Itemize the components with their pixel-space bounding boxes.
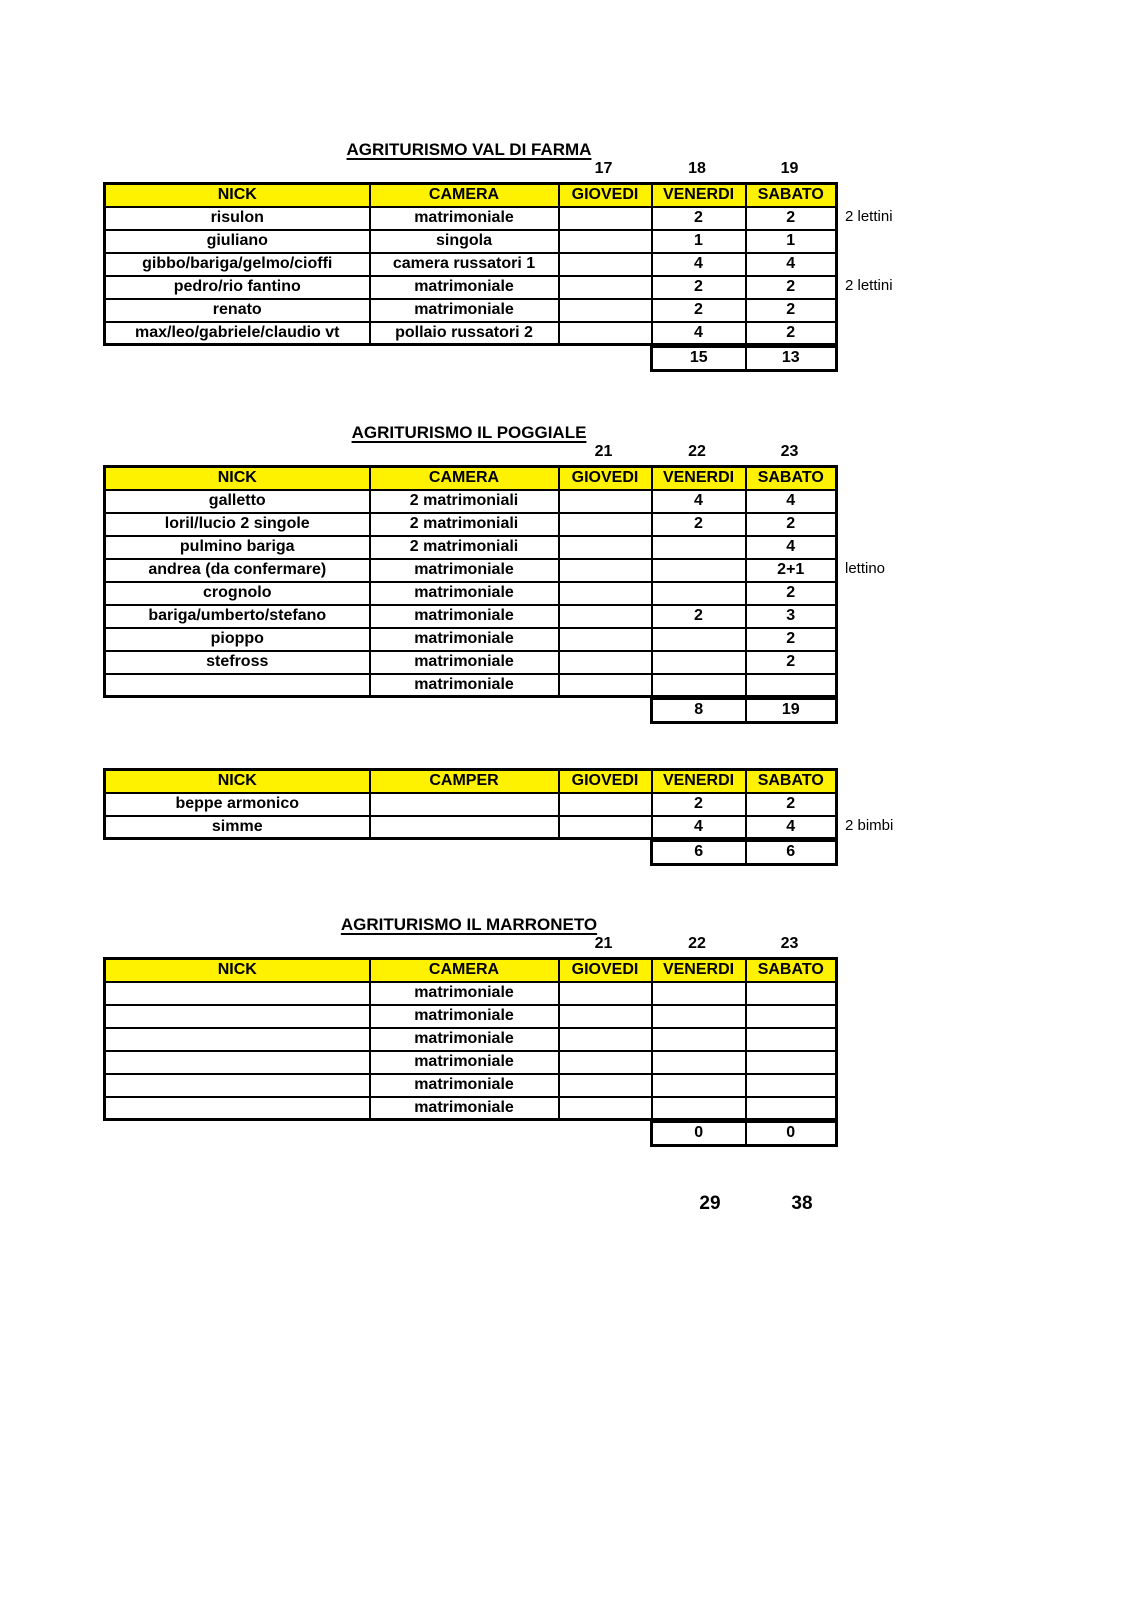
bookings-table <box>103 768 838 840</box>
nick-cell: andrea (da confermare) <box>105 559 370 582</box>
header-row <box>105 770 837 793</box>
camera-cell: matrimoniale <box>370 1005 559 1028</box>
date-row <box>103 935 1103 953</box>
column-header-nick: NICK <box>105 467 370 490</box>
venerdi-cell: 1 <box>652 230 746 253</box>
nick-cell <box>105 982 370 1005</box>
venerdi-cell <box>652 1051 746 1074</box>
sabato-cell: 3 <box>746 605 837 628</box>
table-row <box>105 299 837 322</box>
nick-cell: crognolo <box>105 582 370 605</box>
total-sabato: 6 <box>746 841 837 864</box>
column-header-venerdi: VENERDI <box>652 770 746 793</box>
table-row <box>105 536 837 559</box>
total-venerdi: 8 <box>652 699 746 722</box>
giovedi-cell <box>559 230 652 253</box>
sabato-cell: 2+1 <box>746 559 837 582</box>
total-sabato: 19 <box>746 699 837 722</box>
camera-cell: 2 matrimoniali <box>370 536 559 559</box>
nick-cell: pulmino bariga <box>105 536 370 559</box>
sabato-cell <box>746 982 837 1005</box>
sabato-cell: 2 <box>746 276 837 299</box>
venerdi-cell <box>652 536 746 559</box>
table-row <box>105 253 837 276</box>
date-venerdi: 18 <box>688 160 706 177</box>
venerdi-cell <box>652 1028 746 1051</box>
nick-cell: simme <box>105 816 370 839</box>
sabato-cell: 4 <box>746 253 837 276</box>
grand-total-row <box>103 1192 903 1216</box>
camera-cell: matrimoniale <box>370 559 559 582</box>
nick-cell <box>105 1097 370 1120</box>
column-header-nick: NICK <box>105 184 370 207</box>
camera-cell: matrimoniale <box>370 276 559 299</box>
table-row <box>105 582 837 605</box>
nick-cell <box>105 1028 370 1051</box>
column-header-venerdi: VENERDI <box>652 184 746 207</box>
nick-cell <box>105 674 370 697</box>
table-row <box>105 322 837 345</box>
venerdi-cell <box>652 1097 746 1120</box>
table-row <box>105 982 837 1005</box>
table-row <box>105 674 837 697</box>
table-row <box>105 276 837 299</box>
giovedi-cell <box>559 253 652 276</box>
table-row <box>105 513 837 536</box>
sabato-cell: 4 <box>746 816 837 839</box>
grand-total-venerdi: 29 <box>699 1193 721 1214</box>
column-header-camera: CAMERA <box>370 467 559 490</box>
camera-cell: pollaio russatori 2 <box>370 322 559 345</box>
venerdi-cell: 4 <box>652 322 746 345</box>
sabato-cell <box>746 1074 837 1097</box>
camera-cell: matrimoniale <box>370 651 559 674</box>
giovedi-cell <box>559 793 652 816</box>
camera-cell: matrimoniale <box>370 207 559 230</box>
sabato-cell <box>746 1051 837 1074</box>
camera-cell: matrimoniale <box>370 605 559 628</box>
sabato-cell <box>746 1005 837 1028</box>
column-header-sabato: SABATO <box>746 959 837 982</box>
venerdi-cell: 2 <box>652 299 746 322</box>
venerdi-cell: 2 <box>652 793 746 816</box>
sabato-cell: 4 <box>746 536 837 559</box>
table-row <box>105 651 837 674</box>
sabato-cell: 2 <box>746 651 837 674</box>
side-note: 2 lettini <box>845 208 893 225</box>
totals-row <box>650 1121 838 1147</box>
date-sabato: 19 <box>780 160 799 177</box>
venerdi-cell <box>652 582 746 605</box>
nick-cell <box>105 1074 370 1097</box>
camera-cell: matrimoniale <box>370 1074 559 1097</box>
sabato-cell: 4 <box>746 490 837 513</box>
totals-row <box>650 840 838 866</box>
venerdi-cell <box>652 559 746 582</box>
giovedi-cell <box>559 628 652 651</box>
sabato-cell <box>746 1028 837 1051</box>
camera-cell: camera russatori 1 <box>370 253 559 276</box>
venerdi-cell: 4 <box>652 253 746 276</box>
column-header-giovedi: GIOVEDI <box>559 770 652 793</box>
column-header-sabato: SABATO <box>746 467 837 490</box>
venerdi-cell: 2 <box>652 513 746 536</box>
column-header-venerdi: VENERDI <box>652 467 746 490</box>
section-il-marroneto <box>103 915 1103 1147</box>
table-row <box>105 1051 837 1074</box>
section-camper <box>103 768 1103 866</box>
giovedi-cell <box>559 582 652 605</box>
column-header-venerdi: VENERDI <box>652 959 746 982</box>
section-il-poggiale <box>103 423 1103 724</box>
table-row <box>105 793 837 816</box>
nick-cell: max/leo/gabriele/claudio vt <box>105 322 370 345</box>
table-row <box>105 490 837 513</box>
giovedi-cell <box>559 322 652 345</box>
camera-cell: matrimoniale <box>370 674 559 697</box>
column-header-giovedi: GIOVEDI <box>559 184 652 207</box>
venerdi-cell <box>652 982 746 1005</box>
table-row <box>105 1097 837 1120</box>
date-sabato: 23 <box>780 935 799 952</box>
venerdi-cell <box>652 628 746 651</box>
table-row <box>105 230 837 253</box>
venerdi-cell: 2 <box>652 276 746 299</box>
section-title: AGRITURISMO IL POGGIALE <box>351 423 587 442</box>
table-row <box>105 1005 837 1028</box>
table-row <box>105 1074 837 1097</box>
nick-cell: pedro/rio fantino <box>105 276 370 299</box>
table-row <box>105 1028 837 1051</box>
section-title: AGRITURISMO VAL DI FARMA <box>346 140 592 159</box>
venerdi-cell: 4 <box>652 490 746 513</box>
camera-cell: matrimoniale <box>370 1097 559 1120</box>
venerdi-cell <box>652 1005 746 1028</box>
sabato-cell <box>746 674 837 697</box>
table-row <box>105 207 837 230</box>
giovedi-cell <box>559 513 652 536</box>
header-row <box>105 467 837 490</box>
giovedi-cell <box>559 605 652 628</box>
camera-cell: 2 matrimoniali <box>370 513 559 536</box>
column-header-giovedi: GIOVEDI <box>559 959 652 982</box>
column-header-camera: CAMERA <box>370 959 559 982</box>
total-venerdi: 15 <box>652 347 746 370</box>
nick-cell: galletto <box>105 490 370 513</box>
giovedi-cell <box>559 1051 652 1074</box>
giovedi-cell <box>559 1074 652 1097</box>
date-venerdi: 22 <box>688 443 706 460</box>
column-header-nick: NICK <box>105 959 370 982</box>
camera-cell: singola <box>370 230 559 253</box>
column-header-sabato: SABATO <box>746 184 837 207</box>
giovedi-cell <box>559 1028 652 1051</box>
total-venerdi: 0 <box>652 1122 746 1145</box>
totals-row <box>650 698 838 724</box>
sabato-cell <box>746 1097 837 1120</box>
camper-cell <box>370 816 559 839</box>
camera-cell: matrimoniale <box>370 628 559 651</box>
nick-cell: loril/lucio 2 singole <box>105 513 370 536</box>
camera-cell: matrimoniale <box>370 582 559 605</box>
grand-total-sabato: 38 <box>791 1193 813 1214</box>
giovedi-cell <box>559 490 652 513</box>
venerdi-cell: 4 <box>652 816 746 839</box>
venerdi-cell: 2 <box>652 605 746 628</box>
table-row <box>105 559 837 582</box>
bookings-table <box>103 957 838 1121</box>
camera-cell: matrimoniale <box>370 1051 559 1074</box>
giovedi-cell <box>559 536 652 559</box>
section-val-di-farma <box>103 140 1103 372</box>
venerdi-cell <box>652 651 746 674</box>
date-row <box>103 443 1103 461</box>
total-venerdi: 6 <box>652 841 746 864</box>
date-giovedi: 21 <box>594 935 613 952</box>
column-header-giovedi: GIOVEDI <box>559 467 652 490</box>
giovedi-cell <box>559 1097 652 1120</box>
date-giovedi: 17 <box>594 160 613 177</box>
bookings-table <box>103 465 838 698</box>
side-note: lettino <box>845 560 886 577</box>
date-row <box>103 160 1103 178</box>
camera-cell: matrimoniale <box>370 982 559 1005</box>
column-header-sabato: SABATO <box>746 770 837 793</box>
date-giovedi: 21 <box>594 443 613 460</box>
sabato-cell: 2 <box>746 322 837 345</box>
nick-cell <box>105 1051 370 1074</box>
nick-cell: risulon <box>105 207 370 230</box>
giovedi-cell <box>559 651 652 674</box>
venerdi-cell <box>652 1074 746 1097</box>
header-row <box>105 959 837 982</box>
bookings-table <box>103 182 838 346</box>
sabato-cell: 2 <box>746 793 837 816</box>
camper-cell <box>370 793 559 816</box>
giovedi-cell <box>559 674 652 697</box>
column-header-camera: CAMERA <box>370 184 559 207</box>
date-venerdi: 22 <box>688 935 706 952</box>
header-row <box>105 184 837 207</box>
camera-cell: 2 matrimoniali <box>370 490 559 513</box>
column-header-camper: CAMPER <box>370 770 559 793</box>
giovedi-cell <box>559 299 652 322</box>
nick-cell: beppe armonico <box>105 793 370 816</box>
camera-cell: matrimoniale <box>370 299 559 322</box>
total-sabato: 0 <box>746 1122 837 1145</box>
giovedi-cell <box>559 982 652 1005</box>
column-header-nick: NICK <box>105 770 370 793</box>
giovedi-cell <box>559 276 652 299</box>
camera-cell: matrimoniale <box>370 1028 559 1051</box>
nick-cell: renato <box>105 299 370 322</box>
table-row <box>105 816 837 839</box>
venerdi-cell: 2 <box>652 207 746 230</box>
nick-cell <box>105 1005 370 1028</box>
sabato-cell: 2 <box>746 582 837 605</box>
table-row <box>105 605 837 628</box>
date-sabato: 23 <box>780 443 799 460</box>
total-sabato: 13 <box>746 347 837 370</box>
nick-cell: bariga/umberto/stefano <box>105 605 370 628</box>
sabato-cell: 1 <box>746 230 837 253</box>
sabato-cell: 2 <box>746 207 837 230</box>
nick-cell: pioppo <box>105 628 370 651</box>
nick-cell: gibbo/bariga/gelmo/cioffi <box>105 253 370 276</box>
sabato-cell: 2 <box>746 628 837 651</box>
section-title: AGRITURISMO IL MARRONETO <box>340 915 598 934</box>
giovedi-cell <box>559 1005 652 1028</box>
totals-row <box>650 346 838 372</box>
table-row <box>105 628 837 651</box>
side-note: 2 bimbi <box>845 817 894 834</box>
venerdi-cell <box>652 674 746 697</box>
sabato-cell: 2 <box>746 513 837 536</box>
giovedi-cell <box>559 816 652 839</box>
side-note: 2 lettini <box>845 277 893 294</box>
nick-cell: giuliano <box>105 230 370 253</box>
giovedi-cell <box>559 207 652 230</box>
sabato-cell: 2 <box>746 299 837 322</box>
giovedi-cell <box>559 559 652 582</box>
nick-cell: stefross <box>105 651 370 674</box>
